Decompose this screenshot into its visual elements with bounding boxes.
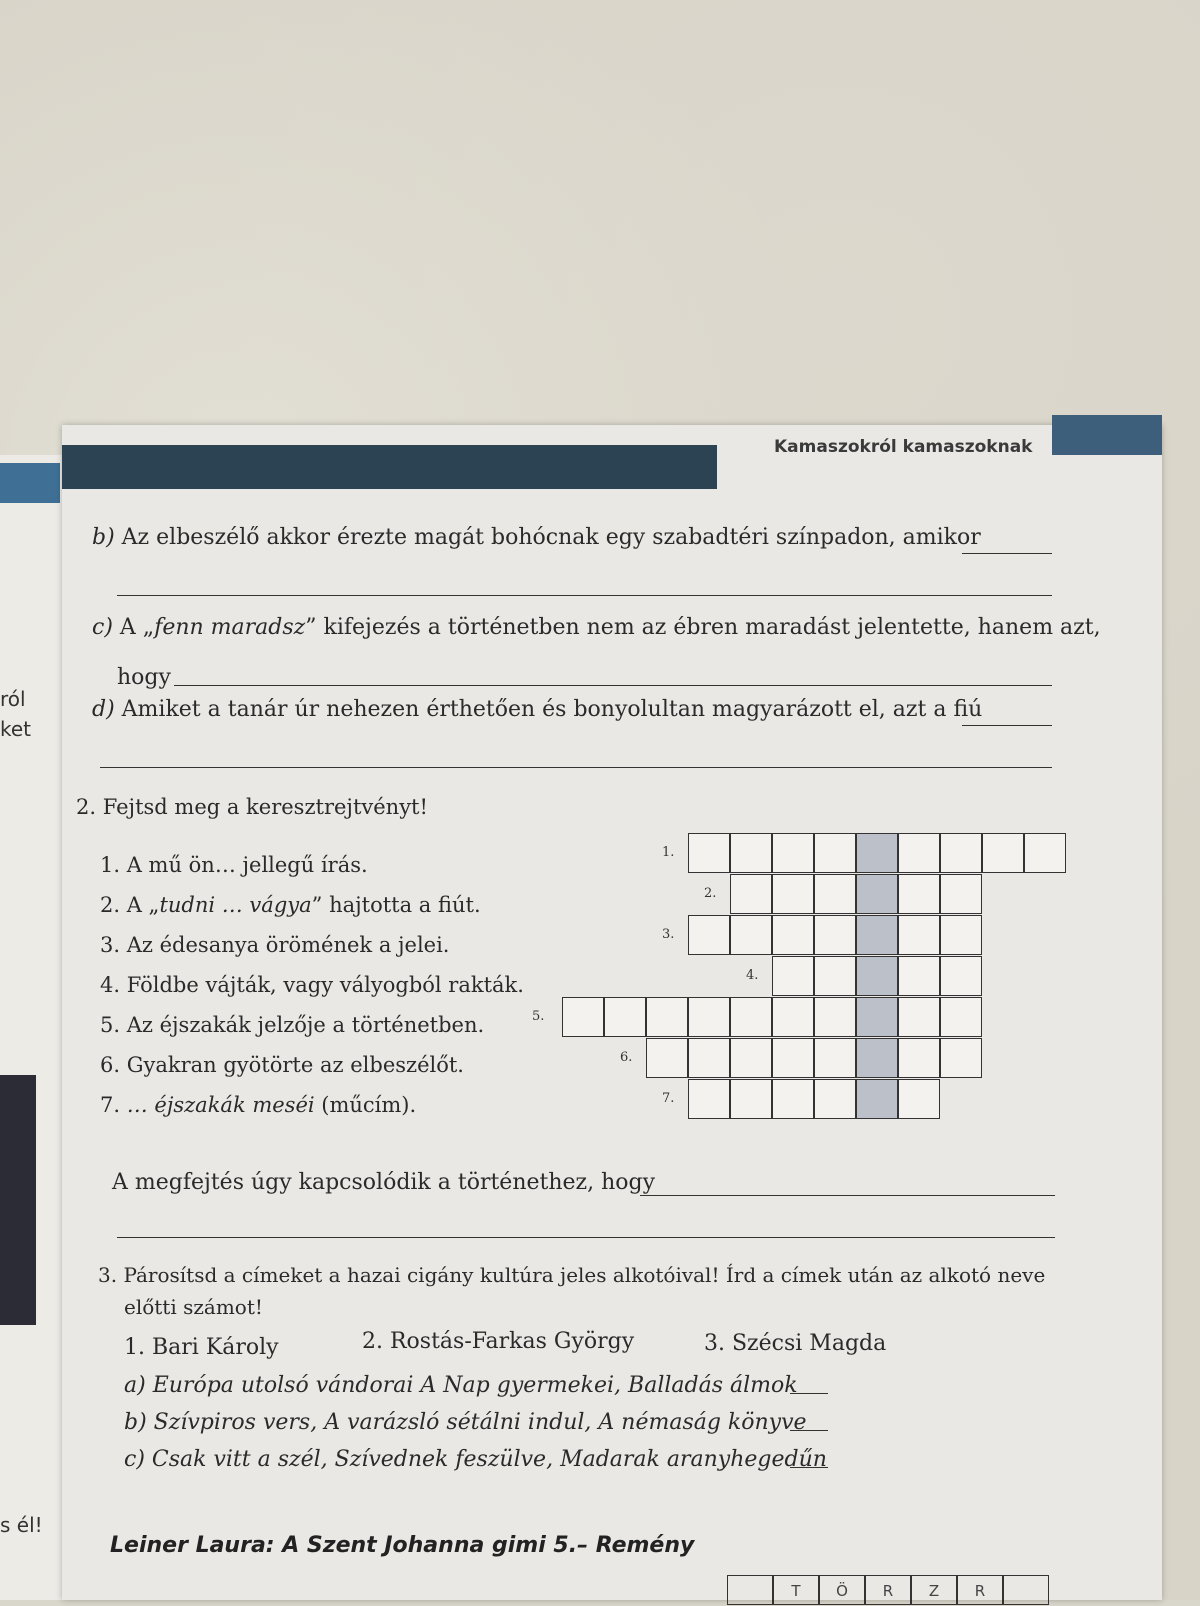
workbook-page xyxy=(62,425,1162,1600)
task1-c xyxy=(92,615,1101,640)
crossword-row-number: 6. xyxy=(620,1050,633,1065)
crossword-cell[interactable] xyxy=(772,915,814,955)
page-header-title: Kamaszokról kamaszoknak xyxy=(774,437,1033,457)
answer-line[interactable] xyxy=(640,1195,1055,1196)
crossword-cell[interactable] xyxy=(688,1038,730,1078)
bottom-grid-cell[interactable]: R xyxy=(957,1575,1003,1605)
crossword-cell[interactable] xyxy=(940,956,982,996)
crossword-row-number: 1. xyxy=(662,845,675,860)
crossword-cell[interactable] xyxy=(814,874,856,914)
clue-text: 2. A „ xyxy=(100,893,160,917)
crossword-cell[interactable] xyxy=(646,1038,688,1078)
crossword-cell[interactable] xyxy=(772,1038,814,1078)
answer-line[interactable] xyxy=(790,1393,828,1394)
crossword-cell[interactable] xyxy=(898,1079,940,1119)
bottom-grid-cell[interactable] xyxy=(727,1575,773,1605)
bottom-grid-cell[interactable]: Ö xyxy=(819,1575,865,1605)
left-page-header-bar xyxy=(0,463,60,503)
task1-c-text-end: ” kifejezés a történetben nem az ébren maradást jelentette, hanem azt, xyxy=(305,615,1101,640)
answer-line[interactable] xyxy=(100,767,1052,768)
task3-heading: 3. Párosítsd a címeket a hazai cigány kultúra jeles alkotóival! Írd a címek után az alkotó neve xyxy=(98,1263,1046,1287)
answer-line[interactable] xyxy=(790,1430,828,1431)
crossword-cell[interactable] xyxy=(940,833,982,873)
bottom-grid-cell[interactable] xyxy=(1003,1575,1049,1605)
left-fragment: ket xyxy=(0,717,32,741)
match-titles: Csak vitt a szél, Szívednek feszülve, Madarak aranyhegedűn xyxy=(151,1447,827,1472)
task3-heading-line2: előtti számot! xyxy=(124,1295,263,1319)
task1-d-text: Amiket a tanár úr nehezen érthetően és bonyolultan magyarázott el, azt a fiú xyxy=(121,697,983,722)
section-title: Leiner Laura: A Szent Johanna gimi 5.– Remény xyxy=(110,1533,695,1558)
match-item-c xyxy=(124,1447,827,1472)
crossword-cell[interactable] xyxy=(856,874,898,914)
answer-line[interactable] xyxy=(790,1467,828,1468)
task1-c-text-start: A „ xyxy=(119,615,155,640)
bottom-grid-cell[interactable]: Z xyxy=(911,1575,957,1605)
crossword-cell[interactable] xyxy=(898,956,940,996)
task2-heading: 2. Fejtsd meg a keresztrejtvényt! xyxy=(76,795,428,819)
crossword-cell[interactable] xyxy=(856,1079,898,1119)
crossword-cell[interactable] xyxy=(730,1038,772,1078)
crossword-cell[interactable] xyxy=(940,1038,982,1078)
clue-7 xyxy=(100,1093,416,1117)
crossword-cell[interactable] xyxy=(898,874,940,914)
crossword-cell[interactable] xyxy=(856,915,898,955)
crossword-cell[interactable] xyxy=(814,915,856,955)
crossword-cell[interactable] xyxy=(772,874,814,914)
crossword-cell[interactable] xyxy=(688,1079,730,1119)
left-page-photo xyxy=(0,1075,36,1325)
task1-c-line2: hogy xyxy=(117,665,171,690)
crossword-cell[interactable] xyxy=(856,956,898,996)
clue-text: 7. xyxy=(100,1093,127,1117)
header-accent xyxy=(1052,415,1162,455)
answer-line[interactable] xyxy=(117,595,1052,596)
crossword-row-number: 4. xyxy=(746,968,759,983)
crossword-cell[interactable] xyxy=(940,874,982,914)
answer-line[interactable] xyxy=(117,1237,1055,1238)
crossword-cell[interactable] xyxy=(730,997,772,1037)
item-letter: b) xyxy=(124,1410,147,1435)
author-2: 2. Rostás-Farkas György xyxy=(362,1329,635,1354)
crossword-cell[interactable] xyxy=(772,1079,814,1119)
clue-text: (műcím). xyxy=(314,1093,417,1117)
item-letter: d) xyxy=(92,697,115,722)
left-fragment: s él! xyxy=(0,1513,43,1537)
task1-d xyxy=(92,697,982,722)
item-letter: c) xyxy=(92,615,113,640)
crossword-cell[interactable] xyxy=(688,833,730,873)
crossword-cell[interactable] xyxy=(898,915,940,955)
match-titles: Szívpiros vers, A varázsló sétálni indul, A némaság könyve xyxy=(153,1410,807,1435)
header-bar xyxy=(62,445,717,489)
crossword-cell[interactable] xyxy=(730,874,772,914)
crossword-row-number: 5. xyxy=(532,1009,545,1024)
crossword-cell[interactable] xyxy=(940,997,982,1037)
clue-text: 5. Az éjszakák jelzője a történetben. xyxy=(100,1013,485,1037)
crossword-cell[interactable] xyxy=(646,997,688,1037)
author-1: 1. Bari Károly xyxy=(124,1335,279,1360)
clue-2 xyxy=(100,893,481,917)
clue-5 xyxy=(100,1013,484,1037)
clue-6 xyxy=(100,1053,464,1077)
clue-text: 1. A mű ön… jellegű írás. xyxy=(100,853,368,877)
crossword-cell[interactable] xyxy=(898,1038,940,1078)
crossword-cell[interactable] xyxy=(688,997,730,1037)
match-item-b xyxy=(124,1410,807,1435)
clue-italic: tudni … vágya xyxy=(159,893,312,917)
crossword-cell[interactable] xyxy=(730,915,772,955)
clue-text: 6. Gyakran gyötörte az elbeszélőt. xyxy=(100,1053,464,1077)
crossword-cell[interactable] xyxy=(898,833,940,873)
crossword-cell[interactable] xyxy=(1024,833,1066,873)
task1-b-text: Az elbeszélő akkor érezte magát bohócnak egy szabadtéri színpadon, amikor xyxy=(121,525,981,550)
item-letter: b) xyxy=(92,525,115,550)
bottom-grid-cell[interactable]: R xyxy=(865,1575,911,1605)
crossword-cell[interactable] xyxy=(562,997,604,1037)
clue-1 xyxy=(100,853,368,877)
solution-prompt: A megfejtés úgy kapcsolódik a történethez, hogy xyxy=(112,1170,656,1195)
bottom-grid-cell[interactable]: T xyxy=(773,1575,819,1605)
left-fragment: ról xyxy=(0,687,26,711)
crossword-cell[interactable] xyxy=(940,915,982,955)
crossword-cell[interactable] xyxy=(814,833,856,873)
answer-line[interactable] xyxy=(962,553,1052,554)
crossword-row-number: 3. xyxy=(662,927,675,942)
item-letter: a) xyxy=(124,1373,146,1398)
crossword-cell[interactable] xyxy=(856,1038,898,1078)
clue-text: 3. Az édesanya örömének a jelei. xyxy=(100,933,450,957)
task1-c-italic: fenn maradsz xyxy=(154,615,306,640)
crossword-cell[interactable] xyxy=(730,1079,772,1119)
task1-b xyxy=(92,525,981,550)
item-letter: c) xyxy=(124,1447,145,1472)
crossword-cell[interactable] xyxy=(814,997,856,1037)
clue-text: 4. Földbe vájták, vagy vályogból rakták. xyxy=(100,973,524,997)
clue-4 xyxy=(100,973,524,997)
clue-text: ” hajtotta a fiút. xyxy=(311,893,481,917)
crossword-cell[interactable] xyxy=(982,833,1024,873)
crossword-cell[interactable] xyxy=(604,997,646,1037)
crossword-cell[interactable] xyxy=(772,997,814,1037)
clue-3 xyxy=(100,933,449,957)
answer-line[interactable] xyxy=(174,685,1052,686)
crossword-cell[interactable] xyxy=(856,997,898,1037)
crossword-cell[interactable] xyxy=(772,956,814,996)
clue-italic: … éjszakák meséi xyxy=(126,1093,315,1117)
left-page-edge xyxy=(0,455,64,1600)
match-item-a xyxy=(124,1373,798,1398)
crossword-row-number: 7. xyxy=(662,1091,675,1106)
crossword-cell[interactable] xyxy=(730,833,772,873)
crossword-cell[interactable] xyxy=(772,833,814,873)
crossword-cell[interactable] xyxy=(814,1079,856,1119)
crossword-cell[interactable] xyxy=(898,997,940,1037)
crossword-row-number: 2. xyxy=(704,886,717,901)
answer-line[interactable] xyxy=(962,725,1052,726)
crossword-cell[interactable] xyxy=(688,915,730,955)
crossword-cell[interactable] xyxy=(856,833,898,873)
match-titles: Európa utolsó vándorai A Nap gyermekei, Balladás álmok xyxy=(152,1373,798,1398)
crossword-cell[interactable] xyxy=(814,1038,856,1078)
crossword-cell[interactable] xyxy=(814,956,856,996)
author-3: 3. Szécsi Magda xyxy=(704,1331,887,1356)
